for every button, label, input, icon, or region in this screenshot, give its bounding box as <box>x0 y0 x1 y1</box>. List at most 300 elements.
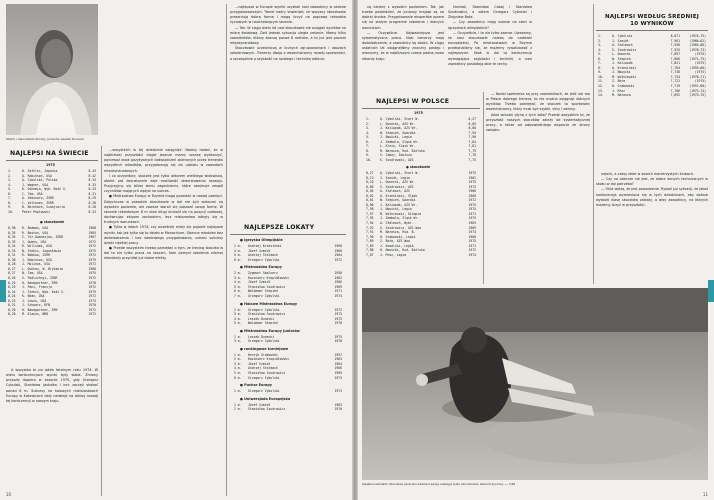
list-cell: (1975) <box>694 61 706 66</box>
list-cell: Waldemar Stepień <box>248 289 278 294</box>
poland-season-list <box>366 117 476 162</box>
list-cell: 3 m. <box>234 361 242 366</box>
list-cell: Andrzej Stalmach <box>248 253 278 258</box>
paragraph: ...wszystkich w tej dziedzinie osiągnięć. Należy dodać, że w najbliższej przyszłości ciągle jeszcze mamy szansę wyskoczyć, ponieważ obok pozytywnych doświadczeń zbieranych przez trenerów wszystkich ośrodków, przygotowują się do udziału w zawodach międzynarodowych. <box>104 148 223 173</box>
list-cell: B. Bernhard, Szwajcaria <box>22 205 65 210</box>
list-cell: 1973 <box>468 184 476 189</box>
athlete-photo-left <box>6 4 98 135</box>
list-cell: 7,784 <box>670 65 680 70</box>
list-cell: 8,23 <box>8 298 16 303</box>
list-item <box>234 258 342 263</box>
list-cell: 8.34 <box>88 178 96 183</box>
divider <box>6 160 98 161</box>
paragraph: ną karierę z wysokim poziomem. Tak, jak trzeba powiedzieć, że juniorzy krajowi są na dobrej drodze. Przygotowanie ekspertów opiera się na stałym programie szkolenia i dobrych warunkach. <box>362 5 444 30</box>
list-cell: 4 m. <box>234 366 242 371</box>
list-cell: N. Tam, USA <box>22 271 43 276</box>
list-cell: 8,05 <box>468 121 476 126</box>
list-cell: 9. <box>598 70 602 75</box>
list-cell: 8.28 <box>88 200 96 205</box>
list-cell: Kazimierz Kropidłowski <box>248 275 289 280</box>
list-cell: 7,90 <box>468 135 476 140</box>
list-cell: 5 m. <box>234 321 242 326</box>
list-cell: M. Narasza, Rud. B. <box>380 230 416 235</box>
list-cell: (1974—75) <box>689 34 706 38</box>
list-cell: 1968 <box>88 226 96 230</box>
placings-list <box>234 403 342 412</box>
list-cell: J. Stekić, Wyb. Kość S. <box>22 289 65 294</box>
list-cell: Grzegorz Cybulski <box>248 257 280 262</box>
list-cell: J. Molinas, USA <box>22 262 50 267</box>
list-cell: 1960 <box>468 193 476 198</box>
list-cell: 4 m. <box>234 280 242 285</box>
list-cell: 7,97 <box>366 211 374 216</box>
list-cell: 3 m. <box>234 275 242 280</box>
list-cell: 8,24 <box>8 294 16 299</box>
list-cell: 7,94 <box>366 221 374 226</box>
list-cell: 7,692 <box>670 93 680 98</box>
list-cell: 7,961 <box>670 38 680 43</box>
list-cell: 12. <box>598 84 604 89</box>
list-cell: Stanisław Szudrowicz <box>248 370 286 375</box>
list-cell: 1973 <box>88 298 96 303</box>
paragraph: Skoczkowie uczestniczą w licznych zgrupowaniach i obozach szkoleniowych. Trenerzy dbają o wszechstronny rozwój sprawności, a szczególnie o szybkość na rozbiegu i technikę odbicia. <box>230 46 346 61</box>
list-cell: 7,722 <box>670 79 680 84</box>
right-column-2-text <box>448 5 532 89</box>
list-cell: 1973 <box>334 389 342 394</box>
list-cell: 8,28 <box>8 262 16 267</box>
list-cell: 7,87 <box>366 252 374 257</box>
list-cell: Stanisław Szudrowicz <box>248 284 286 289</box>
world-alltime-list <box>8 226 96 317</box>
list-cell: (1973—75) <box>689 93 706 98</box>
list-cell: H. Sattler, Japonia <box>22 169 58 173</box>
section-heading: ● Mistrzostwa Europy Juniorów <box>240 328 300 333</box>
list-cell: 1971 <box>468 211 476 216</box>
list-cell: 7,91 <box>366 230 374 235</box>
list-cell: R. Beamon, USA <box>22 226 49 230</box>
list-cell: 1972 <box>334 307 342 312</box>
photo-caption-right: Siedemnastoletni Stanisław Jaskułka zadziwił swoją odwagą tylko skoczkowie. Rekord życiowy — 7,86 <box>362 482 516 486</box>
list-cell: (1975) <box>694 52 706 57</box>
average-best-box <box>596 10 708 170</box>
list-cell: 7,821 <box>670 61 680 66</box>
list-cell: 3. <box>598 43 602 48</box>
list-cell: 8.33 <box>88 187 96 192</box>
placings-list <box>234 389 342 394</box>
list-cell: 7,90 <box>366 234 374 239</box>
list-cell: 7,78 <box>468 153 476 158</box>
list-cell: 8,00 <box>468 126 476 131</box>
average-best-title: NAJLEPSI WEDŁUG ŚREDNIEJ 10 WYNIKÓW <box>604 14 699 27</box>
list-cell: I. Ter-Owanesjan, ZSRR <box>22 235 63 240</box>
list-cell: 7,88 <box>366 248 374 253</box>
list-cell: 7,719 <box>670 84 680 89</box>
column-rule <box>483 92 484 284</box>
paragraph: ● Przede wszystkim trzeba pamiętać o tym, że trening skoczka w dal to nie tylko praca na skoczni. Sam pomysł szkolenia zdolnej młodzieży przyniósł już dobre efekty. <box>104 245 223 261</box>
list-cell: 7,897 <box>670 52 680 57</box>
list-cell: 1965 <box>468 221 476 226</box>
list-cell: 1972 <box>88 312 96 317</box>
list-cell: 7,89 <box>366 239 374 244</box>
list-cell: 8,26 <box>8 276 16 281</box>
list-cell: 7,866 <box>670 56 680 61</box>
list-cell: 5. <box>8 187 12 192</box>
list-cell: 3. <box>366 126 370 131</box>
list-cell: 1973 <box>334 375 342 380</box>
list-cell: J. Zembala, Śląsk Wr. <box>380 216 420 221</box>
list-cell: M. Klauss, NRD <box>22 312 49 317</box>
list-item <box>366 253 476 258</box>
list-cell: J. Wagner, USA <box>22 182 49 187</box>
poland-year-label: 1975 <box>414 111 423 115</box>
list-cell: 1975 <box>334 316 342 321</box>
list-cell: Józef Szmidt <box>248 248 271 253</box>
list-cell: L. Dunecki <box>612 52 631 57</box>
list-cell: 1970 <box>88 303 96 308</box>
page-number-right: 11 <box>702 492 708 497</box>
list-cell: 7,925 <box>670 47 680 52</box>
average-best-list <box>598 34 706 98</box>
list-cell: 1960 <box>334 248 342 253</box>
list-cell: 7,81 <box>468 144 476 149</box>
list-cell: (1975) <box>694 79 706 84</box>
list-cell: 1969 <box>468 225 476 230</box>
list-cell: H. Grabowski, Legia <box>380 234 416 239</box>
list-cell: 8,01 <box>366 198 374 203</box>
list-cell: 1966 <box>468 189 476 194</box>
world-year-label: 1975 <box>46 163 55 167</box>
right-page <box>358 0 714 500</box>
list-cell: D. Ochemia, Wyb. Kość S. <box>22 187 67 192</box>
placings-list <box>234 335 342 344</box>
list-cell: 6 m. <box>234 257 242 262</box>
list-cell: 8.28 <box>88 205 96 210</box>
list-cell: 8,02 <box>366 193 374 198</box>
list-cell: (1973—74) <box>689 88 706 93</box>
list-cell: 6 m. <box>234 289 242 294</box>
list-cell: J. Kaliwoda <box>612 61 633 66</box>
list-item <box>366 158 476 163</box>
section-heading: ● Halowe Mistrzostwa Europy <box>240 301 298 306</box>
list-item <box>8 210 96 215</box>
paragraph: I co oczywiście, skoczek jest tylko aktorem wielkiego widowiska, obiekt zaś bezustannie daje możliwość obserwowania rozwoju. Przyjrzyjmy się bliżej temu zagadnieniu, które obejmuje zespół czynników mających wpływ na sukces. <box>104 173 223 194</box>
list-cell: 1975 <box>468 216 476 221</box>
list-cell: 1964 <box>334 253 342 258</box>
placings-list <box>234 353 342 380</box>
list-cell: 8,30 <box>8 257 16 262</box>
list-cell: Grzegorz Cybulski <box>248 389 280 394</box>
list-cell: (1970—73) <box>689 47 706 52</box>
placings-list <box>234 271 342 298</box>
divider <box>230 234 346 235</box>
list-cell: 1972 <box>88 262 96 267</box>
poland-best-box <box>362 92 480 284</box>
list-item <box>234 294 342 299</box>
placings-list <box>234 244 342 262</box>
list-cell: 1. <box>598 34 602 38</box>
divider <box>596 30 708 31</box>
list-cell: 8,25 <box>8 280 16 285</box>
list-cell: 10. <box>8 209 14 214</box>
list-cell: 7,79 <box>468 148 476 153</box>
list-cell: 1975 <box>468 171 476 175</box>
list-cell: 1972 <box>334 257 342 262</box>
list-cell: 7,84 <box>468 139 476 144</box>
list-cell: 4. <box>598 47 602 52</box>
list-cell: 8.42 <box>88 173 96 178</box>
left-column-1-text <box>6 368 98 492</box>
list-cell: 7 m. <box>234 293 242 298</box>
list-cell: Q. Cybulski <box>612 34 633 38</box>
list-cell: S. Szudrowicz, AZS <box>380 184 414 189</box>
paragraph: A wszystko to po jakim fatalnym roku 1974. W wielu konkurencjach wyniki były słabe. Zmiany przyszły dopiero w sezonie 1975, gdy Grzegorz Cybulski, Stanisław Jaskułka i inni zaczęli skakać ponad 8 m. Sukcesy na halowych mistrzostwach Europy w Katowicach dały nadzieję na dalszy rozwój tej konkurencji w naszym kraju. <box>6 368 98 403</box>
long-jump-landing-image <box>362 288 708 480</box>
list-cell: Stanisław Szudrowicz <box>248 312 286 317</box>
list-cell: Peter Pawlowski <box>22 209 50 214</box>
list-cell: J. Mroz, Legia <box>380 252 407 257</box>
list-cell: 6. <box>598 56 602 61</box>
list-cell: W. Stepień, Gwardia <box>380 198 416 203</box>
list-cell: 8. <box>366 148 370 153</box>
list-cell: 7,95 <box>366 216 374 221</box>
list-cell: 1975 <box>468 202 476 207</box>
list-cell: 8. <box>598 65 602 70</box>
list-cell: J. Nowicki, Legia <box>380 135 412 140</box>
list-cell: 8.31 <box>88 191 96 196</box>
list-cell: 1975 <box>468 207 476 212</box>
list-cell: 2. <box>8 173 12 178</box>
list-cell: M. Wiśniewski, Olimpia <box>380 211 421 216</box>
list-cell: Kazimierz Kropidłowski <box>248 357 289 362</box>
list-cell: 5 m. <box>234 370 242 375</box>
list-cell: 7. <box>8 196 12 201</box>
list-cell: 1974 <box>468 252 476 257</box>
list-cell: 2 m. <box>234 271 242 276</box>
list-cell: S. Cabaj, Zawisza <box>380 153 412 158</box>
best-placings-box <box>230 218 346 496</box>
list-cell: 8,35 <box>8 235 16 240</box>
list-cell: 10. <box>598 74 604 79</box>
list-cell: Leszek Dunecki <box>248 334 275 339</box>
world-best-title: NAJLEPSI NA ŚWIECIE <box>10 150 89 157</box>
list-cell: A. Stalmach, Wybr. <box>380 221 414 226</box>
list-cell: 8,35 <box>8 239 16 244</box>
list-cell: R. Williams, USA <box>22 244 52 249</box>
poland-best-title: NAJLEPSI W POLSCE <box>376 98 450 105</box>
list-cell: 7. <box>366 144 370 149</box>
list-cell: W. Stepień <box>612 56 631 61</box>
list-cell: (1975) <box>694 70 706 75</box>
list-cell: 1972 <box>88 276 96 281</box>
list-cell: 1970 <box>88 280 96 285</box>
list-cell: 7,706 <box>670 88 680 93</box>
list-cell: Zygmunt Smalcerz <box>248 271 278 276</box>
list-cell: Grzegorz Cybulski <box>248 339 280 344</box>
list-cell: N. Stekic, Jugosławia <box>22 248 62 253</box>
list-cell: 1975 <box>468 180 476 185</box>
section-heading: ● Puchar Europy <box>240 383 272 388</box>
list-cell: 4. <box>366 130 370 135</box>
list-cell: J. Robinson, USA <box>22 257 52 262</box>
list-cell: 6. <box>366 139 370 144</box>
paragraph: nejach, a czasy złote w swoich macierzystych klubach. <box>601 172 694 176</box>
list-cell: J. Lewis, USA <box>22 298 47 303</box>
paragraph: — Nadal spełnienia są przy zawodnikach, że jeśli nie ma w Polsce dobrego trenera, to nie można osiągnąć dobrych wyników. Trzeba pamiętać, że skoczek to sportowiec wszechstronny, który musi być szybki, silny i zwinny. <box>486 92 590 112</box>
list-cell: J. Nowicki <box>612 70 631 75</box>
list-cell: H. Nowicki, Rud. Bielsko <box>380 248 425 253</box>
paragraph: ● Tylko w latach 1974, czy wcześniej miały się pojawić najlepsze wyniki, tak jak tylko się to działo w Monachium. Obecna młodzież bez doświadczenia i bez właściwego przygotowania, odnosi sukcesy dzięki ciężkiej pracy. <box>104 225 223 245</box>
list-cell: 1. <box>366 117 370 121</box>
list-cell: S. Szudrowicz, AZS Wwa <box>380 225 421 230</box>
list-cell: 1966 <box>334 366 342 371</box>
list-cell: 7,89 <box>366 243 374 248</box>
list-cell: 8,27 <box>468 117 476 121</box>
list-cell: 7,75 <box>468 157 476 162</box>
list-cell: 1963 <box>334 402 342 407</box>
list-cell: Grzegorz Cybulski <box>248 293 280 298</box>
world-best-box <box>6 146 98 366</box>
list-cell: J. Kaliwoda, AZS Wr. <box>380 202 418 207</box>
right-column-3-text <box>486 92 590 284</box>
list-cell: Andrzej Krzesiński <box>248 244 282 248</box>
list-cell: 8,05 <box>366 189 374 194</box>
list-cell: 1 m. <box>234 352 242 357</box>
list-cell: E. Szudrowski, AZS <box>380 157 414 162</box>
list-cell: 1964 <box>334 361 342 366</box>
list-cell: R. Boston, USA <box>22 230 49 235</box>
poland-alltime-list <box>366 171 476 257</box>
divider <box>362 108 480 109</box>
list-cell: 3 m. <box>234 339 242 344</box>
list-cell: 13. <box>598 88 604 93</box>
list-cell: Józef Szmidt <box>248 402 271 407</box>
list-cell: 11. <box>598 79 604 84</box>
list-cell: 1975 <box>88 257 96 262</box>
list-cell: 8,35 <box>8 230 16 235</box>
paragraph: — Czy zawodnicy mają szanse na start w igrzyskach olimpijskich? <box>448 20 532 30</box>
list-cell: H. Baumgartner, RFN <box>22 280 58 285</box>
list-cell: 1 m. <box>234 402 242 407</box>
list-cell: 1970 <box>334 321 342 326</box>
list-cell: 1. <box>8 169 12 173</box>
list-cell: 8,10 <box>366 180 374 185</box>
list-cell: 8,071 <box>670 34 680 38</box>
list-cell: J. Kowalski, Legia <box>380 243 414 248</box>
list-item <box>598 93 706 98</box>
list-cell: L. Dunkov, W. Brytania <box>22 266 63 271</box>
left-column-3-text <box>230 5 346 213</box>
list-cell: 1971 <box>468 243 476 248</box>
list-cell: Andrzej Stalmach <box>248 366 278 371</box>
list-cell: 2 m. <box>234 307 242 312</box>
list-cell: 5. <box>366 135 370 140</box>
list-cell: J. Pani, Francja <box>22 285 52 290</box>
list-cell: Grzegorz Cybulski <box>248 307 280 312</box>
list-cell: (1957—60) <box>689 84 706 89</box>
list-cell: 1 m. <box>234 244 242 248</box>
jump-photo <box>362 288 708 480</box>
list-cell: A. Robinson, USA <box>22 173 52 178</box>
list-cell: 1974 <box>334 293 342 298</box>
left-column-2-text <box>104 148 223 492</box>
page-number-left: 10 <box>6 492 12 497</box>
list-cell: 7,92 <box>366 225 374 230</box>
list-cell: 1975 <box>88 248 96 253</box>
right-column-4-text <box>596 172 708 284</box>
list-cell: 1972 <box>88 253 96 258</box>
list-cell: J. Schwarz, RFN <box>22 303 50 308</box>
list-cell: Józef Szmidt <box>248 361 271 366</box>
list-cell: 1972 <box>468 198 476 203</box>
list-cell: 7,98 <box>366 207 374 212</box>
list-cell: 1972 <box>88 285 96 290</box>
paragraph: — Czy na obecnie nie jest, że dobre danych technicznych w skoku w dal potrzeba? <box>596 177 708 187</box>
list-cell: (1971—73) <box>689 56 706 61</box>
list-cell: Leszek Dunecki <box>248 316 275 321</box>
list-cell: 3 m. <box>234 312 242 317</box>
list-cell: 1962 <box>334 275 342 280</box>
list-cell: 8,90 <box>8 226 16 230</box>
list-cell: A. Krzesiński <box>612 65 637 70</box>
paragraph: — Tak. W ciągu wielu lat nasi skoczkowie nie osiągali wyników na miarę światową. Dziś jednak sytuacja uległa zmianie. Mamy kilku zawodników, którzy skaczą ponad 8 metrów, a to już jest poziom międzynarodowy. <box>230 25 346 46</box>
list-cell: 1958 <box>334 271 342 276</box>
left-page <box>0 0 352 500</box>
list-cell: L. Dunecki, AZS Wr. <box>380 180 416 185</box>
list-cell: M. Wiśniewski <box>612 74 637 79</box>
list-cell: 8. <box>8 200 12 205</box>
list-cell: 8,27 <box>366 171 374 175</box>
list-cell: Z. Bota <box>612 79 626 84</box>
list-cell: 5 m. <box>234 284 242 289</box>
list-cell: Waldemar Stepień <box>248 321 278 326</box>
list-cell: J. Kaliwoda, AZS Wr. <box>380 126 418 131</box>
section-tab <box>0 280 6 302</box>
list-cell: 1972 <box>88 244 96 249</box>
paragraph: Jakie wnioski płyną z tych słów? Przede wszystkim to, że przyszłość naszych skoczków zależy od systematycznej pracy, a także od odpowiedniego wsparcia ze strony związku. <box>486 112 590 133</box>
list-cell: L. Klein, Śląsk Wr. <box>380 144 416 149</box>
list-cell: 1970 <box>334 407 342 412</box>
list-cell: 4 m. <box>234 248 242 253</box>
column-rule <box>593 4 594 284</box>
world-season-list <box>8 169 96 214</box>
list-cell: 1960 <box>468 234 476 239</box>
list-cell: C. Valtonen, ZSRR <box>22 200 54 205</box>
list-cell: 8.29 <box>88 196 96 201</box>
list-cell: 1 m. <box>234 334 242 339</box>
section-heading: ● Uniwersjada Europejska <box>240 396 291 401</box>
list-cell: 1975 <box>468 239 476 244</box>
list-cell: J. Nowicki, Legia <box>380 207 412 212</box>
list-cell: 1970 <box>334 339 342 344</box>
list-cell: J. Zembala, Śląsk Wr. <box>380 139 420 144</box>
list-cell: W. Stepień, Gwardia <box>380 130 416 135</box>
paragraph: — Otóż widzę, że jest powodzenie. Rywali już sytuacji, że jakoś konkurencja wymieniona się w tych dziedzinach, aby dobrze wyskoki klasę skoczków zostały, a więc zawodnicy, na których możemy liczyć w przyszłości. <box>596 187 708 207</box>
list-item <box>234 389 342 394</box>
list-cell: 14. <box>598 93 604 98</box>
list-cell: Grzegorz Cybulski <box>248 375 280 380</box>
list-cell: J. Szmidt <box>612 38 629 43</box>
list-cell: 1969 <box>334 284 342 289</box>
list-cell: 1957 <box>334 352 342 357</box>
list-cell: 2 m. <box>234 407 242 412</box>
list-cell: K. Bean, USA <box>22 294 45 299</box>
list-item <box>8 312 96 317</box>
list-cell: H. Grabowski <box>612 84 635 89</box>
list-cell: 1975 <box>88 271 96 276</box>
world-alltime-label: ● skoczkowie <box>40 220 65 224</box>
list-cell: 1960 <box>334 244 342 248</box>
list-cell: 1965 <box>88 230 96 235</box>
